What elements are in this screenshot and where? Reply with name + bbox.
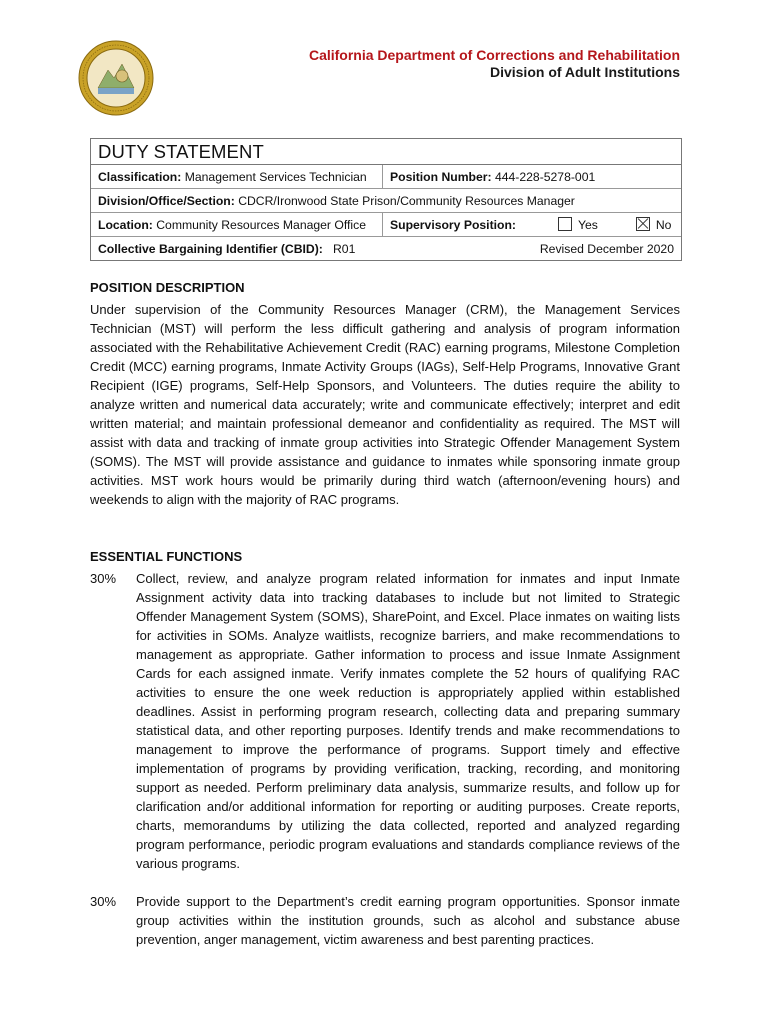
cbid-row bbox=[91, 237, 681, 260]
division-row bbox=[91, 189, 681, 213]
essential-function-item bbox=[90, 892, 680, 949]
division-label: Division/Office/Section: bbox=[98, 193, 235, 208]
supervisory-position-label: Supervisory Position: bbox=[390, 217, 516, 232]
classification-label: Classification: bbox=[98, 169, 182, 184]
classification-row bbox=[91, 165, 681, 189]
revised-date: Revised December 2020 bbox=[539, 241, 674, 256]
function-percent: 30% bbox=[90, 894, 117, 909]
location-value: Community Resources Manager Office bbox=[156, 217, 366, 232]
classification-value: Management Services Technician bbox=[184, 169, 367, 184]
cdcr-seal-icon bbox=[78, 40, 154, 116]
supervisory-yes-checkbox[interactable] bbox=[558, 217, 572, 231]
division-value: CDCR/Ironwood State Prison/Community Resources Manager bbox=[238, 193, 575, 208]
supervisory-no-checkbox[interactable] bbox=[636, 217, 650, 231]
position-number-value: 444-228-5278-001 bbox=[494, 169, 596, 184]
duty-statement-box bbox=[90, 138, 682, 261]
supervisory-no-label: No bbox=[655, 218, 672, 232]
position-description-heading: POSITION DESCRIPTION bbox=[90, 280, 245, 295]
function-percent: 30% bbox=[90, 571, 117, 586]
essential-function-item bbox=[90, 569, 680, 873]
cbid-label: Collective Bargaining Identifier (CBID): bbox=[98, 241, 323, 256]
essential-functions-heading: ESSENTIAL FUNCTIONS bbox=[90, 549, 243, 564]
supervisory-yes-label: Yes bbox=[577, 218, 598, 232]
duty-statement-title: DUTY STATEMENT bbox=[91, 139, 681, 165]
division-name: Division of Adult Institutions bbox=[489, 64, 680, 80]
location-label: Location: bbox=[98, 217, 153, 232]
position-description-text: Under supervision of the Community Resources Manager (CRM), the Management Services Technician (MST) will perform the less difficult gathering and analysis of program information associated with the Rehabilitative Achievement Credit (RAC) earning programs, Milestone Completion Credit (MCC) earning programs, Inmate Activity Groups (IAGs), Self-Help Programs, Innovative Grant Recipient (IGE) programs, Self-Help Sponsors, and Volunteers. The duties require the ability to analyze written and numerical data accurately; write and communicate effectively; interpret and edit written material; and maintain professional demeanor and confidentiality as required. The MST will assist with data and tracking of inmate group activities into Strategic Offender Management System (SOMS). The MST will provide assistance and guidance to inmates while sponsoring inmate group activities. MST work hours would be primarily during third watch (afternoon/evening hours) and weekends to align with the majority of RAC programs. bbox=[90, 302, 680, 507]
function-text: Provide support to the Department’s credit earning program opportunities. Sponsor inmate group activities within the institution grounds, such as alcohol and substance abuse prevention, anger management, victim awareness and best parenting practices. bbox=[136, 894, 680, 947]
location-row bbox=[91, 213, 681, 237]
department-header bbox=[309, 47, 680, 81]
function-text: Collect, review, and analyze program related information for inmates and input Inmate Assignment activity data into tracking databases to include but not limited to Strategic Offender Management System (SOMS), SharePoint, and Excel. Place inmates on waiting lists for activities in SOMs. Analyze waitlists, recognize barriers, and make recommendations to management as appropriate. Gather information to process and issue Inmate Assignment Cards for each assigned inmate. Verify inmates complete the 52 hours of qualifying RAC activities to ensure the one week reduction is appropriately applied within established deadlines. Assist in performing program research, collecting data and preparing summary statistical data, and other reporting purposes. Identify trends and make recommendations to management to improve the performance of programs. Support timely and effective implementation of programs by providing verification, tracking, recording, and monitoring support as needed. Perform preliminary data analysis, summarize results, and follow up for clarification and/or additional information for reporting or auditing purposes. Create reports, charts, memorandums by utilizing the data collected, reported and analyzed regarding program performance, periodic program evaluations and standards compliance reviews of the various programs. bbox=[136, 571, 680, 871]
department-name: California Department of Corrections and Rehabilitation bbox=[308, 47, 680, 63]
cbid-value: R01 bbox=[333, 241, 356, 256]
position-number-label: Position Number: bbox=[390, 169, 492, 184]
